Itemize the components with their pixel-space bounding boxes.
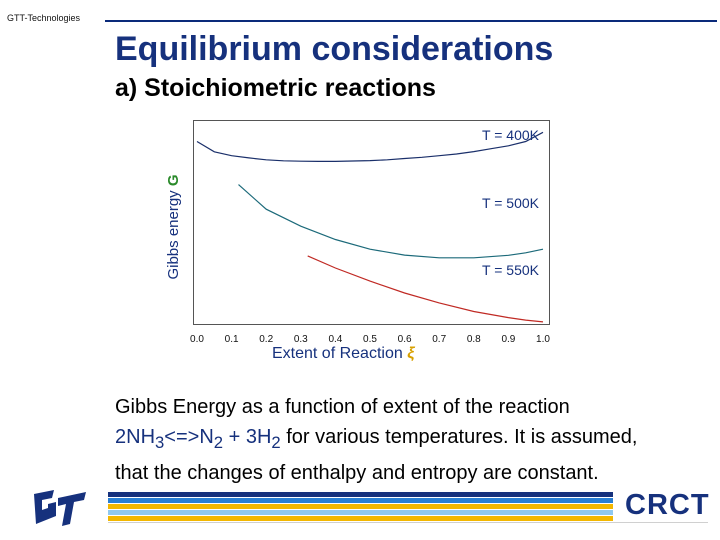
- y-axis-symbol: G: [165, 174, 182, 187]
- header-divider: [105, 20, 717, 22]
- slide-subtitle: a) Stoichiometric reactions: [115, 74, 436, 102]
- caption-line-1: Gibbs Energy as a function of extent of the reaction: [115, 396, 570, 418]
- x-tick-label: 0.9: [501, 334, 516, 345]
- x-tick-label: 1.0: [536, 334, 550, 345]
- x-tick-label: 0.7: [432, 334, 447, 345]
- caption-line-2: $2NH_3<=>N_2 + 3H_2$ for various temperatures. It is assumed,: [115, 426, 638, 452]
- x-tick-label: 0.5: [363, 334, 377, 345]
- x-tick-label: 0.2: [259, 334, 274, 345]
- caption: [115, 392, 715, 488]
- slide-title: Equilibrium considerations: [115, 30, 554, 68]
- x-tick-label: 0.0: [190, 334, 204, 345]
- footer-stripe: [108, 492, 613, 497]
- crct-logo: CRCT: [625, 489, 710, 521]
- x-axis-label: [272, 345, 414, 363]
- x-tick-label: 0.6: [397, 334, 412, 345]
- series-label-0: T = 400K: [482, 127, 539, 143]
- footer-stripe: [108, 516, 613, 521]
- brand-text: GTT-Technologies: [7, 13, 81, 23]
- footer-stripe: [108, 504, 613, 509]
- y-axis-label-text: Gibbs energy: [165, 190, 182, 280]
- footer-stripes: [108, 492, 613, 522]
- x-tick-label: 0.8: [466, 334, 481, 345]
- plot-frame: [194, 121, 550, 325]
- x-tick-label: 0.1: [224, 334, 239, 345]
- footer-stripe: [108, 510, 613, 515]
- y-axis-label: [165, 172, 182, 282]
- footer-divider: [108, 522, 708, 523]
- footer-stripe: [108, 498, 613, 503]
- series-label-1: T = 500K: [482, 195, 539, 211]
- gibbs-energy-chart: [190, 120, 550, 345]
- caption-line-3: that the changes of enthalpy and entropy are constant.: [115, 462, 599, 484]
- x-tick-label: 0.4: [328, 334, 343, 345]
- x-tick-label: 0.3: [293, 334, 308, 345]
- x-axis-symbol: ξ: [407, 345, 415, 362]
- x-axis-label-text: Extent of Reaction: [272, 345, 403, 362]
- gtt-logo-icon: [28, 488, 92, 532]
- series-label-2: T = 550K: [482, 262, 539, 278]
- y-axis-label-wrap: [165, 172, 185, 282]
